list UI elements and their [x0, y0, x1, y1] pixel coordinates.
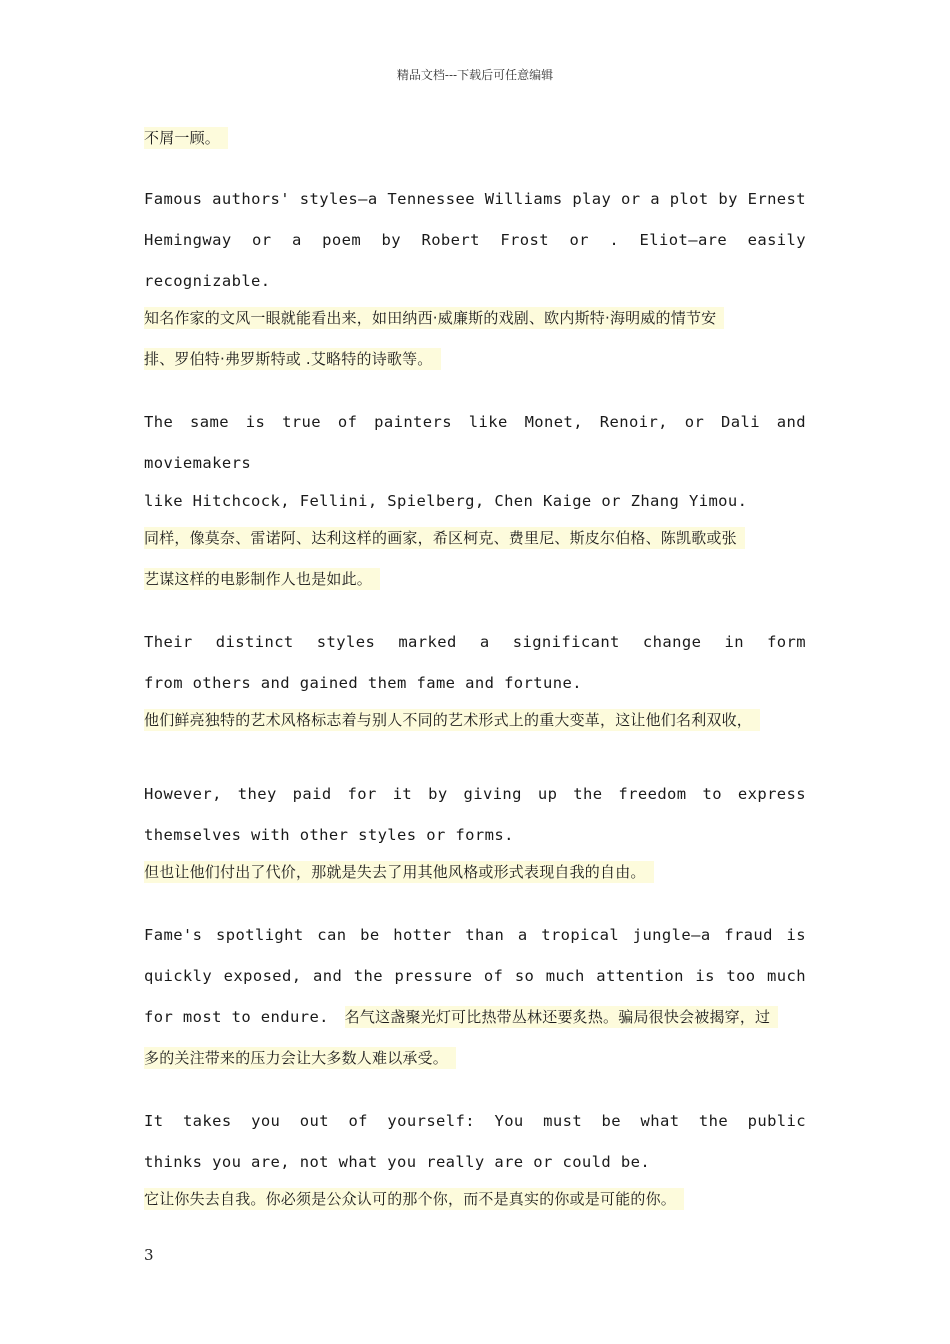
english-line: Their distinct styles marked a significant change in form — [144, 633, 806, 651]
english-line: quickly exposed, and the pressure of so much attention is too much — [144, 967, 806, 985]
chinese-translation: 它让你失去自我。你必须是公众认可的那个你，而不是真实的你或是可能的你。 — [144, 1179, 816, 1220]
chinese-translation: 知名作家的文风一眼就能看出来，如田纳西·威廉斯的戏剧、欧内斯特·海明威的情节安 — [144, 298, 816, 339]
chinese-translation: 名气这盏聚光灯可比热带丛林还要炙热。骗局很快会被揭穿，过 — [345, 1006, 779, 1028]
chinese-translation: 他们鲜亮独特的艺术风格标志着与别人不同的艺术形式上的重大变革，这让他们名利双收， — [144, 700, 816, 741]
english-line: Hemingway or a poem by Robert Frost or . Eliot—are easily — [144, 231, 806, 249]
page-header: 精品文档---下载后可任意编辑 — [396, 68, 554, 82]
english-line: It takes you out of yourself: You must be what the public — [144, 1112, 806, 1130]
english-line: The same is true of painters like Monet, Renoir, or Dali and — [144, 413, 806, 431]
english-line: Famous authors' styles—a Tennessee Williams play or a plot by Ernest — [144, 190, 806, 208]
chinese-translation: 艺谋这样的电影制作人也是如此。 — [144, 559, 816, 600]
mixed-line: for most to endure. 名气这盏聚光灯可比热带丛林还要炙热。骗局很快会被揭穿，过 — [144, 997, 806, 1038]
chinese-translation: 排、罗伯特·弗罗斯特或 .艾略特的诗歌等。 — [144, 339, 816, 380]
english-line: moviemakers — [144, 454, 252, 472]
english-line: like Hitchcock, Fellini, Spielberg, Chen Kaige or Zhang Yimou. — [144, 492, 748, 510]
chinese-translation: 同样，像莫奈、雷诺阿、达利这样的画家，希区柯克、费里尼、斯皮尔伯格、陈凯歌或张 — [144, 518, 816, 559]
chinese-translation: 但也让他们付出了代价，那就是失去了用其他风格或形式表现自我的自由。 — [144, 852, 816, 893]
english-line: However, they paid for it by giving up the freedom to express — [144, 785, 806, 803]
english-line: Fame's spotlight can be hotter than a tropical jungle—a fraud is — [144, 926, 806, 944]
english-line: from others and gained them fame and fortune. — [144, 674, 582, 692]
english-line: thinks you are, not what you really are or could be. — [144, 1153, 651, 1171]
page-number: 3 — [144, 1246, 154, 1264]
chinese-translation: 多的关注带来的压力会让大多数人难以承受。 — [144, 1038, 816, 1079]
english-line: themselves with other styles or forms. — [144, 826, 514, 844]
english-line: recognizable. — [144, 272, 271, 290]
chinese-translation: 不屑一顾。 — [144, 118, 816, 159]
